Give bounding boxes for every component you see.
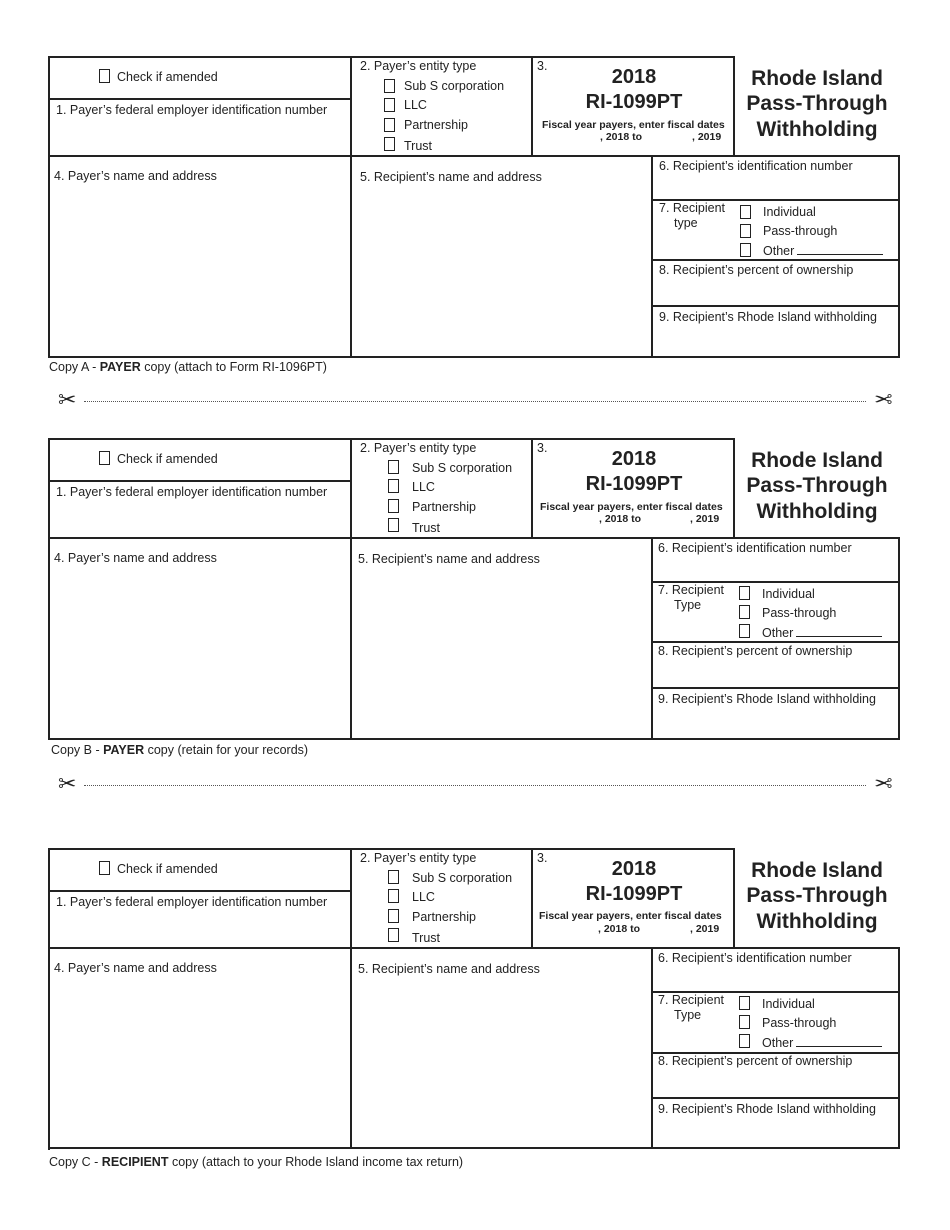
copy-b-prefix: Copy B -	[51, 743, 104, 757]
entity-llc-checkbox[interactable]	[388, 479, 399, 493]
check-amended-label: Check if amended	[117, 452, 218, 466]
box6-label: 6. Recipient’s identification number	[658, 951, 852, 965]
recipient-individual-label: Individual	[763, 205, 816, 219]
entity-partnership-label: Partnership	[412, 910, 476, 924]
box7-label-line2: Type	[674, 1008, 702, 1022]
fiscal-dates-label: Fiscal year payers, enter fiscal dates	[539, 910, 722, 922]
form-number: RI-1099PT	[585, 883, 683, 905]
box4-label: 4. Payer’s name and address	[54, 961, 217, 975]
recipient-other-text: Other	[762, 1036, 794, 1050]
recipient-individual-label: Individual	[762, 997, 815, 1011]
form-copy-b	[48, 438, 900, 740]
form-copy-c	[48, 848, 900, 1150]
box9-label: 9. Recipient’s Rhode Island withholding	[659, 310, 877, 324]
recipient-individual-checkbox[interactable]	[739, 586, 750, 600]
box8-label: 8. Recipient’s percent of ownership	[659, 263, 854, 277]
form-copy-a	[48, 56, 900, 358]
recipient-other-line[interactable]	[797, 244, 883, 255]
scissors-icon: ✂	[873, 387, 892, 412]
recipient-other-label	[763, 244, 883, 259]
form-year: 2018	[611, 448, 657, 470]
fiscal-dates-label: Fiscal year payers, enter fiscal dates	[542, 119, 725, 131]
box9-label: 9. Recipient’s Rhode Island withholding	[658, 692, 876, 706]
copy-c-recipient: RECIPIENT	[101, 1155, 169, 1169]
fiscal-date-to[interactable]: , 2019	[692, 131, 722, 143]
check-amended-label: Check if amended	[117, 70, 218, 84]
copy-c-suffix: copy (attach to your Rhode Island income tax return)	[168, 1155, 464, 1169]
box7-label-line2: type	[674, 216, 698, 230]
copy-a-suffix: copy (attach to Form RI-1096PT)	[140, 360, 327, 374]
entity-llc-checkbox[interactable]	[384, 98, 395, 112]
copy-a-caption	[49, 360, 327, 374]
box8-label: 8. Recipient’s percent of ownership	[658, 644, 853, 658]
title-line2: Pass-Through	[746, 884, 888, 907]
form-number: RI-1099PT	[585, 91, 683, 113]
recipient-other-label	[762, 626, 882, 641]
amended-checkbox[interactable]	[99, 451, 110, 465]
entity-trust-label: Trust	[404, 139, 433, 153]
title-line3: Withholding	[756, 910, 878, 933]
fiscal-date-from[interactable]: , 2018 to	[599, 513, 642, 525]
box2-label: 2. Payer’s entity type	[360, 441, 477, 455]
recipient-other-text: Other	[763, 244, 795, 258]
copy-c-caption	[49, 1155, 463, 1169]
copy-a-recipient: PAYER	[99, 360, 141, 374]
fiscal-date-from[interactable]: , 2018 to	[598, 923, 641, 935]
entity-trust-checkbox[interactable]	[384, 137, 395, 151]
box1-label: 1. Payer’s federal employer identification number	[56, 895, 328, 909]
title-line3: Withholding	[756, 118, 878, 141]
box7-label-line2: Type	[674, 598, 702, 612]
recipient-pass-through-label: Pass-through	[762, 606, 837, 620]
copy-b-caption	[51, 743, 308, 757]
entity-trust-checkbox[interactable]	[388, 928, 399, 942]
scissors-icon: ✂	[873, 771, 892, 796]
box5-label: 5. Recipient’s name and address	[358, 962, 540, 976]
entity-trust-label: Trust	[412, 521, 441, 535]
form-year: 2018	[611, 858, 657, 880]
recipient-individual-label: Individual	[762, 587, 815, 601]
entity-partnership-label: Partnership	[412, 500, 476, 514]
title-line1: Rhode Island	[751, 449, 883, 472]
form-number: RI-1099PT	[585, 473, 683, 495]
title-line1: Rhode Island	[751, 67, 883, 90]
fiscal-dates-label: Fiscal year payers, enter fiscal dates	[540, 501, 723, 513]
form-year: 2018	[611, 66, 657, 88]
entity-llc-label: LLC	[412, 890, 435, 904]
entity-sub-s-label: Sub S corporation	[404, 79, 505, 93]
recipient-pass-through-label: Pass-through	[762, 1016, 837, 1030]
entity-sub-s-label: Sub S corporation	[412, 461, 513, 475]
recipient-other-checkbox[interactable]	[739, 1034, 750, 1048]
box7-label-line1: 7. Recipient	[659, 201, 726, 215]
cut-line-2	[58, 771, 892, 796]
box3-label: 3.	[537, 59, 548, 73]
amended-checkbox[interactable]	[99, 861, 110, 875]
copy-a-prefix: Copy A -	[49, 360, 100, 374]
recipient-pass-through-checkbox[interactable]	[740, 224, 751, 238]
recipient-other-line[interactable]	[796, 626, 882, 637]
box9-label: 9. Recipient’s Rhode Island withholding	[658, 1102, 876, 1116]
copy-c-prefix: Copy C -	[49, 1155, 102, 1169]
fiscal-date-to[interactable]: , 2019	[690, 923, 720, 935]
box3-label: 3.	[537, 441, 548, 455]
box1-label: 1. Payer’s federal employer identification number	[56, 103, 328, 117]
box2-label: 2. Payer’s entity type	[360, 851, 477, 865]
entity-llc-label: LLC	[404, 98, 427, 112]
title-line2: Pass-Through	[746, 92, 888, 115]
box5-label: 5. Recipient’s name and address	[358, 552, 540, 566]
title-line3: Withholding	[756, 500, 878, 523]
recipient-individual-checkbox[interactable]	[740, 205, 751, 219]
box4-label: 4. Payer’s name and address	[54, 551, 217, 565]
recipient-individual-checkbox[interactable]	[739, 996, 750, 1010]
box5-label: 5. Recipient’s name and address	[360, 170, 542, 184]
title-line1: Rhode Island	[751, 859, 883, 882]
recipient-other-text: Other	[762, 626, 794, 640]
recipient-other-checkbox[interactable]	[739, 624, 750, 638]
dotted-line	[84, 785, 866, 786]
check-amended-label: Check if amended	[117, 862, 218, 876]
box2-label: 2. Payer’s entity type	[360, 59, 477, 73]
box4-label: 4. Payer’s name and address	[54, 169, 217, 183]
fiscal-date-to[interactable]: , 2019	[690, 513, 720, 525]
dotted-line	[84, 401, 866, 402]
recipient-other-line[interactable]	[796, 1036, 882, 1047]
entity-partnership-checkbox[interactable]	[384, 118, 395, 132]
box3-label: 3.	[537, 851, 548, 865]
copy-b-suffix: copy (retain for your records)	[144, 743, 309, 757]
entity-partnership-checkbox[interactable]	[388, 909, 399, 923]
entity-sub-s-checkbox[interactable]	[388, 460, 399, 474]
entity-trust-label: Trust	[412, 931, 441, 945]
box1-label: 1. Payer’s federal employer identification number	[56, 485, 328, 499]
entity-sub-s-label: Sub S corporation	[412, 871, 513, 885]
entity-llc-checkbox[interactable]	[388, 889, 399, 903]
amended-checkbox[interactable]	[99, 69, 110, 83]
copy-b-recipient: PAYER	[103, 743, 145, 757]
scissors-icon: ✂	[58, 387, 77, 412]
box7-label-line1: 7. Recipient	[658, 583, 725, 597]
entity-sub-s-checkbox[interactable]	[388, 870, 399, 884]
entity-sub-s-checkbox[interactable]	[384, 79, 395, 93]
box8-label: 8. Recipient’s percent of ownership	[658, 1054, 853, 1068]
recipient-pass-through-checkbox[interactable]	[739, 1015, 750, 1029]
entity-llc-label: LLC	[412, 480, 435, 494]
entity-trust-checkbox[interactable]	[388, 518, 399, 532]
recipient-pass-through-checkbox[interactable]	[739, 605, 750, 619]
scissors-icon: ✂	[58, 771, 77, 796]
box6-label: 6. Recipient’s identification number	[658, 541, 852, 555]
entity-partnership-label: Partnership	[404, 118, 468, 132]
fiscal-date-from[interactable]: , 2018 to	[600, 131, 643, 143]
recipient-pass-through-label: Pass-through	[763, 224, 838, 238]
recipient-other-checkbox[interactable]	[740, 243, 751, 257]
entity-partnership-checkbox[interactable]	[388, 499, 399, 513]
box7-label-line1: 7. Recipient	[658, 993, 725, 1007]
title-line2: Pass-Through	[746, 474, 888, 497]
recipient-other-label	[762, 1036, 882, 1051]
cut-line-1	[58, 387, 892, 412]
box6-label: 6. Recipient’s identification number	[659, 159, 853, 173]
